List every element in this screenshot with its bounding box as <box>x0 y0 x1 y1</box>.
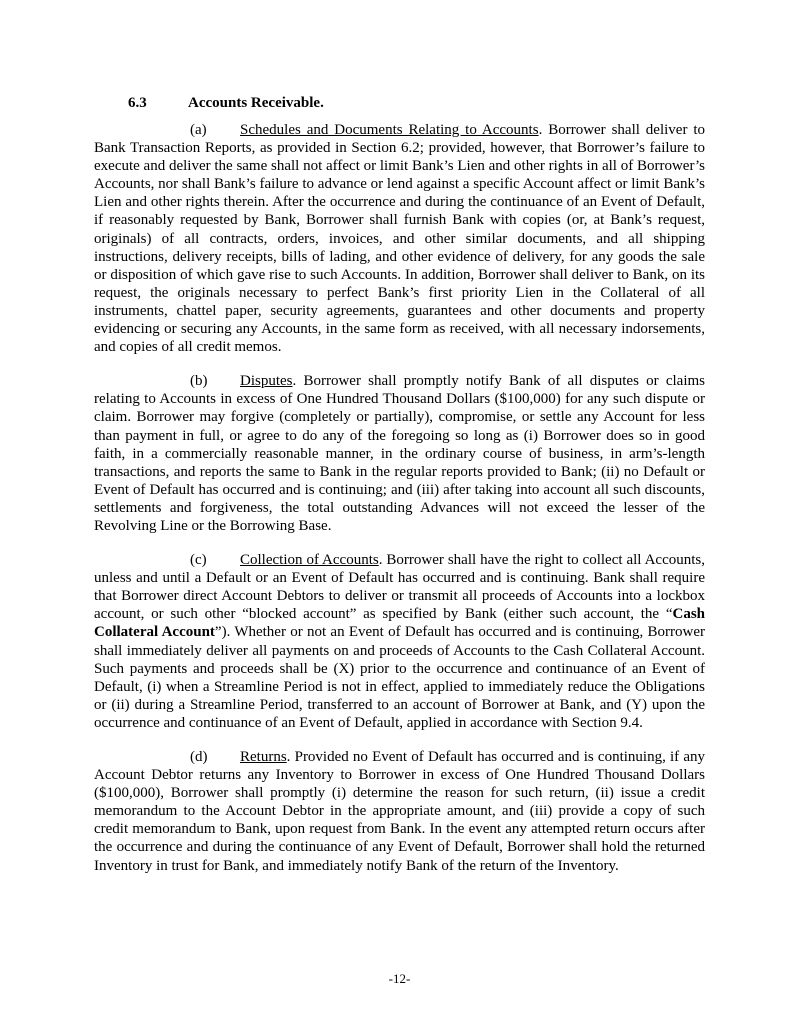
paragraph-b-label: (b) <box>190 373 208 390</box>
paragraph-c-text-before: Borrower shall have the right to collect all Accounts, unless and until a Default or an Event of Default has occurred and is continuing. Bank shall require that Borrower direct Account Debtors to deliver or transmit all proceeds of Accounts into a lockbox account, or such other “blocked account” as specified by Bank (either such account, the “ <box>94 552 706 623</box>
paragraph-a-heading-period: . <box>538 122 543 138</box>
section-title: Accounts Receivable <box>188 95 321 111</box>
paragraph-a-label: (a) <box>190 122 207 138</box>
document-body <box>94 93 705 875</box>
paragraph-c-heading-period: . <box>378 552 383 569</box>
paragraph-c-label: (c) <box>190 552 207 569</box>
paragraph-c-heading: Collection of Accounts <box>240 552 379 569</box>
paragraph-b <box>94 372 705 535</box>
paragraph-a-text: Borrower shall deliver to Bank Transaction Reports, as provided in Section 6.2; provided, however, that Borrower’s failure to execute and deliver the same shall not affect or limit Bank’s Lien and other rights in all of Borrower’s Accounts, nor shall Bank’s failure to advance or lend against a specific Account affect or limit Bank’s Lien and other rights therein. After the occurrence and during the continuance of an Event of Default, if reasonably requested by Bank, Borrower shall furnish Bank with copies (or, at Bank’s request, originals) of all contracts, orders, invoices, and other similar documents, and all shipping instructions, delivery receipts, bills of lading, and other evidence of delivery, for any goods the sale or disposition of which gave rise to such Accounts. In addition, Borrower shall deliver to Bank, on its request, the originals necessary to perfect Bank’s first priority Lien in the Collateral of all instruments, chattel paper, security agreements, guarantees and other documents and property evidencing or securing any Accounts, in the same form as received, with all necessary indorsements, and copies of all credit memos. <box>94 122 705 356</box>
paragraph-a <box>94 121 705 356</box>
paragraph-d-text: Provided no Event of Default has occurred and is continuing, if any Account Debtor returns any Inventory to Borrower in excess of One Hundred Thousand Dollars ($100,000), Borrower shall promptly (i) determine the reason for such return, (ii) issue a credit memorandum to the Account Debtor in the appropriate amount, and (iii) provide a copy of such credit memorandum to Bank, upon request from Bank. In the event any attempted return occurs after the occurrence and during the continuance of any Event of Default, Borrower shall hold the returned Inventory in trust for Bank, and immediately notify Bank of the return of the Inventory. <box>94 749 705 874</box>
paragraph-d <box>94 748 705 875</box>
section-heading <box>94 93 705 113</box>
paragraph-c-text-after: ”). Whether or not an Event of Default has occurred and is continuing, Borrower shall immediately deliver all payments on and proceeds of Accounts to the Cash Collateral Account. Such payments and proceeds shall be (X) prior to the occurrence and continuance of an Event of Default, (i) when a Streamline Period is not in effect, applied to immediately reduce the Obligations or (ii) during a Streamline Period, transferred to an account of Borrower at Bank, and (Y) upon the occurrence and continuance of an Event of Default, applied in accordance with Section 9.4. <box>94 624 705 731</box>
paragraph-d-heading: Returns <box>240 749 287 765</box>
paragraph-c <box>94 551 705 732</box>
paragraph-b-heading-period: . <box>292 373 297 390</box>
paragraph-d-heading-period: . <box>286 749 291 765</box>
defined-term-cash-collateral-account: Cash Collateral Account <box>94 606 705 641</box>
page-number: -12- <box>388 971 411 986</box>
section-number: 6.3 <box>128 95 147 111</box>
paragraph-b-heading: Disputes <box>240 373 293 390</box>
paragraph-a-heading: Schedules and Documents Relating to Accounts <box>240 122 539 138</box>
section-title-period: . <box>320 95 324 111</box>
paragraph-d-label: (d) <box>190 749 208 765</box>
paragraph-b-text: Borrower shall promptly notify Bank of all disputes or claims relating to Accounts in excess of One Hundred Thousand Dollars ($100,000) for any such dispute or claim. Borrower may forgive (completely or partially), compromise, or settle any Account for less than payment in full, or agree to do any of the foregoing so long as (i) Borrower does so in good faith, in a commercially reasonable manner, in the ordinary course of business, in arm’s-length transactions, and reports the same to Bank in the regular reports provided to Bank; (ii) no Default or Event of Default has occurred and is continuing; and (iii) after taking into account all such discounts, settlements and forgiveness, the total outstanding Advances will not exceed the lesser of the Revolving Line or the Borrowing Base. <box>94 373 705 534</box>
